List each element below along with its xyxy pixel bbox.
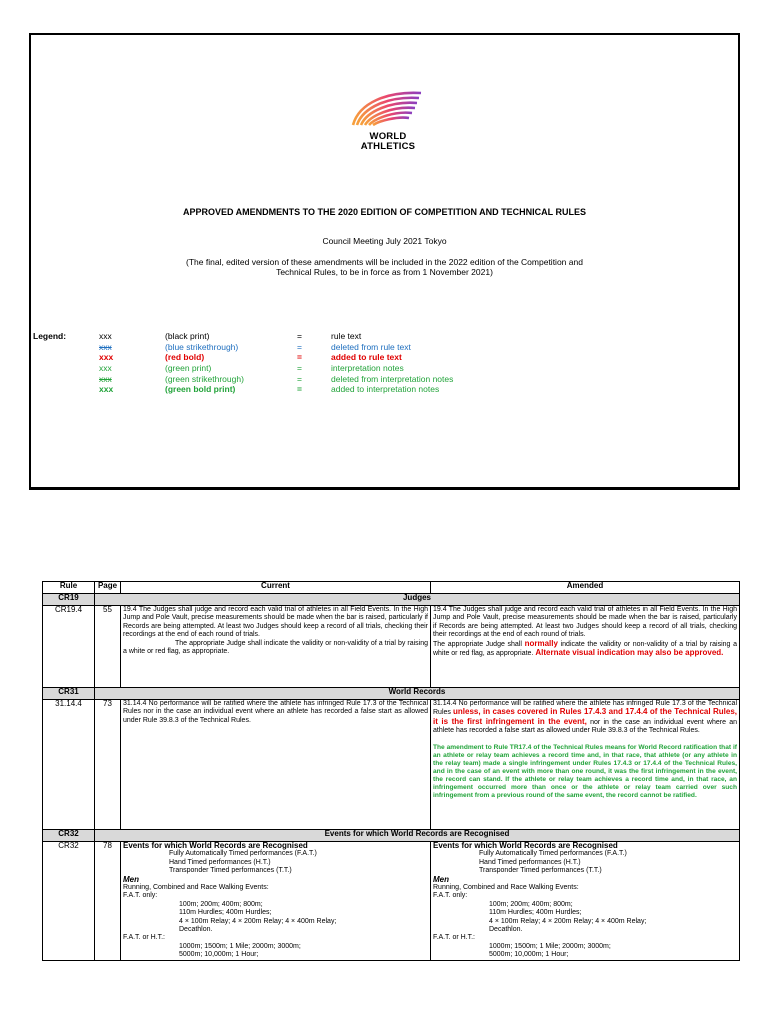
section-row-judges bbox=[43, 594, 740, 606]
legend-meaning: interpretation notes bbox=[331, 363, 404, 374]
events-line: Decathlon. bbox=[179, 926, 213, 934]
events-line: 110m Hurdles; 400m Hurdles; bbox=[179, 909, 272, 917]
legend-style: (black print) bbox=[165, 331, 210, 341]
amendments-table bbox=[42, 581, 740, 961]
legend-meaning: deleted from rule text bbox=[331, 341, 411, 352]
section-code: CR19 bbox=[43, 594, 95, 606]
legend-equals: = bbox=[297, 373, 302, 384]
events-line: Decathlon. bbox=[489, 926, 523, 934]
legend-label: Legend: bbox=[33, 331, 67, 341]
gender-heading: Men bbox=[123, 874, 139, 884]
legend-equals: = bbox=[297, 331, 302, 341]
events-line: Running, Combined and Race Walking Events: bbox=[433, 884, 579, 892]
table-header-row bbox=[43, 582, 740, 594]
legend-mark: xxx bbox=[99, 373, 112, 384]
legend-mark: xxx bbox=[99, 384, 114, 395]
header-amended: Amended bbox=[431, 582, 740, 594]
section-title: World Records bbox=[95, 688, 740, 700]
legend-meaning: added to interpretation notes bbox=[331, 384, 440, 395]
timing-line: Transponder Timed performances (T.T.) bbox=[479, 867, 602, 875]
edition-note: (The final, edited version of these amendments will be included in the 2022 edition of the Competition and Technical Rules, to be in force as from 1 November 2021) bbox=[186, 257, 583, 277]
legend-meaning: added to rule text bbox=[331, 352, 402, 363]
rule-text: The appropriate Judge shall bbox=[433, 640, 525, 648]
added-interpretation-note: The amendment to Rule TR17.4 of the Technical Rules means for World Record ratification that if an athlete or relay team achieves a record time and, in that race, that athlete (or any athlete in the relay team) made a single infringement under Rules 17.4.3 or 17.4.4 of the Technical Rules, and in the case of an event with more than one round, it was the first infringement in the event, the record can stand. If the athlete or relay team achieves a record time and, in that race, an infringement occurred more than once or the athlete or relay team carried over such infringement from a previous round of the same event, the record cannot be ratified. bbox=[433, 743, 737, 799]
legend-style: (red bold) bbox=[165, 352, 205, 363]
added-text: Alternate visual indication may also be approved. bbox=[535, 648, 724, 658]
amended-text bbox=[431, 700, 740, 830]
legend-row-blue bbox=[99, 342, 499, 353]
events-line: F.A.T. only: bbox=[123, 892, 158, 900]
legend bbox=[99, 331, 499, 395]
document-title: APPROVED AMENDMENTS TO THE 2020 EDITION OF COMPETITION AND TECHNICAL RULES bbox=[182, 207, 587, 217]
events-line: 100m; 200m; 400m; 800m; bbox=[179, 900, 263, 908]
legend-style: (green strikethrough) bbox=[165, 373, 244, 384]
added-text: normally bbox=[524, 638, 558, 648]
legend-equals: = bbox=[297, 363, 302, 374]
cover-page bbox=[29, 33, 740, 490]
legend-equals: = bbox=[297, 341, 302, 352]
legend-row-green-strike bbox=[99, 374, 499, 385]
events-line: 5000m; 10,000m; 1 Hour; bbox=[489, 951, 569, 959]
events-line: 100m; 200m; 400m; 800m; bbox=[489, 900, 573, 908]
timing-line: Fully Automatically Timed performances (F.A.T.) bbox=[479, 850, 627, 858]
legend-row-red bbox=[99, 352, 499, 363]
events-line: 1000m; 1500m; 1 Mile; 2000m; 3000m; bbox=[489, 942, 611, 950]
amended-paragraph bbox=[433, 700, 737, 736]
section-code: CR31 bbox=[43, 688, 95, 700]
amended-paragraph: 19.4 The Judges shall judge and record each valid trial of athletes in all Field Events. In the High Jump and Pole Vault, precise measurements should be made when the bar is raised, particularly if Records are being attempted. At least two Judges should keep a record of all trials, checking their recordings at the end of each round of trials. bbox=[433, 606, 737, 639]
current-paragraph: The appropriate Judge shall indicate the validity or non-validity of a trial by raising a white or red flag, as appropriate. bbox=[123, 639, 428, 656]
legend-equals: = bbox=[297, 352, 302, 363]
table-row bbox=[43, 842, 740, 961]
header-rule: Rule bbox=[43, 582, 95, 594]
timing-line: Hand Timed performances (H.T.) bbox=[479, 858, 581, 866]
table-row bbox=[43, 606, 740, 688]
amended-text bbox=[431, 606, 740, 688]
table-row bbox=[43, 700, 740, 830]
timing-line: Fully Automatically Timed performances (F.A.T.) bbox=[169, 850, 317, 858]
legend-style: (green bold print) bbox=[165, 384, 236, 395]
events-line: Running, Combined and Race Walking Events: bbox=[123, 884, 269, 892]
amended-text bbox=[431, 842, 740, 961]
current-text bbox=[121, 842, 431, 961]
section-title: Events for which World Records are Recognised bbox=[95, 830, 740, 842]
rule-text: indicate the validity or non-validity of a trial by raising a white or red flag, as appropriate. bbox=[433, 640, 737, 658]
block-heading: Events for which World Records are Recognised bbox=[123, 841, 308, 850]
amended-paragraph bbox=[433, 640, 737, 659]
rule-ref: CR19.4 bbox=[43, 606, 95, 688]
meeting-line: Council Meeting July 2021 Tokyo bbox=[322, 236, 447, 246]
legend-mark: xxx bbox=[99, 331, 112, 341]
events-line: 5000m; 10,000m; 1 Hour; bbox=[179, 951, 259, 959]
timing-line: Hand Timed performances (H.T.) bbox=[169, 858, 271, 866]
legend-equals: = bbox=[297, 384, 302, 395]
events-line: F.A.T. or H.T.: bbox=[433, 934, 476, 942]
section-row-world-records bbox=[43, 688, 740, 700]
current-text: 31.14.4 No performance will be ratified where the athlete has infringed Rule 17.3 of the Technical Rules nor in the case an individual event where an athlete has recorded a false start as allowed under Rule 39.8.3 of the Technical Rules. bbox=[121, 700, 431, 830]
current-paragraph: 19.4 The Judges shall judge and record each valid trial of athletes in all Field Events. In the High Jump and Pole Vault, precise measurements should be made when the bar is raised, particularly if Records are being attempted. At least two Judges should keep a record of all trials, checking their recordings at the end of each round of trials. bbox=[123, 606, 428, 639]
events-line: F.A.T. only: bbox=[433, 892, 468, 900]
legend-style: (blue strikethrough) bbox=[165, 341, 239, 352]
header-current: Current bbox=[121, 582, 431, 594]
events-line: F.A.T. or H.T.: bbox=[123, 934, 166, 942]
events-line: 4 × 100m Relay; 4 × 200m Relay; 4 × 400m Relay; bbox=[489, 917, 647, 925]
page-number: 55 bbox=[95, 606, 121, 688]
page-number: 73 bbox=[95, 700, 121, 830]
legend-row-green-bold bbox=[99, 384, 499, 395]
gender-heading: Men bbox=[433, 874, 449, 884]
timing-line: Transponder Timed performances (T.T.) bbox=[169, 867, 292, 875]
events-line: 110m Hurdles; 400m Hurdles; bbox=[489, 909, 582, 917]
legend-meaning: rule text bbox=[331, 331, 362, 341]
header-page: Page bbox=[95, 582, 121, 594]
current-text bbox=[121, 606, 431, 688]
logo-text: WORLD ATHLETICS bbox=[360, 131, 416, 152]
legend-style: (green print) bbox=[165, 363, 212, 374]
legend-mark: xxx bbox=[99, 363, 112, 374]
page-number: 78 bbox=[95, 842, 121, 961]
events-line: 1000m; 1500m; 1 Mile; 2000m; 3000m; bbox=[179, 942, 301, 950]
rule-ref: CR32 bbox=[43, 842, 95, 961]
legend-row-black bbox=[99, 331, 499, 342]
section-code: CR32 bbox=[43, 830, 95, 842]
events-line: 4 × 100m Relay; 4 × 200m Relay; 4 × 400m Relay; bbox=[179, 917, 337, 925]
added-text: unless, in cases covered in Rules 17.4.3 and 17.4.4 of the Technical Rules, it is the first infringement in the event, bbox=[433, 707, 737, 726]
rule-text: nor in the case an individual event where an athlete has recorded a false start as allowed under Rule 39.8.3 of the Technical Rules. bbox=[433, 718, 737, 735]
legend-mark: xxx bbox=[99, 341, 112, 352]
legend-row-green bbox=[99, 363, 499, 374]
block-heading: Events for which World Records are Recognised bbox=[433, 841, 618, 850]
rule-text: 31.14.4 No performance will be ratified where the athlete has infringed Rule 17.3 of the Technical Rules bbox=[433, 700, 737, 717]
world-athletics-logo-icon bbox=[347, 87, 425, 127]
rule-ref: 31.14.4 bbox=[43, 700, 95, 830]
legend-mark: xxx bbox=[99, 352, 114, 363]
section-title: Judges bbox=[95, 594, 740, 606]
section-row-events bbox=[43, 830, 740, 842]
legend-meaning: deleted from interpretation notes bbox=[331, 373, 454, 384]
